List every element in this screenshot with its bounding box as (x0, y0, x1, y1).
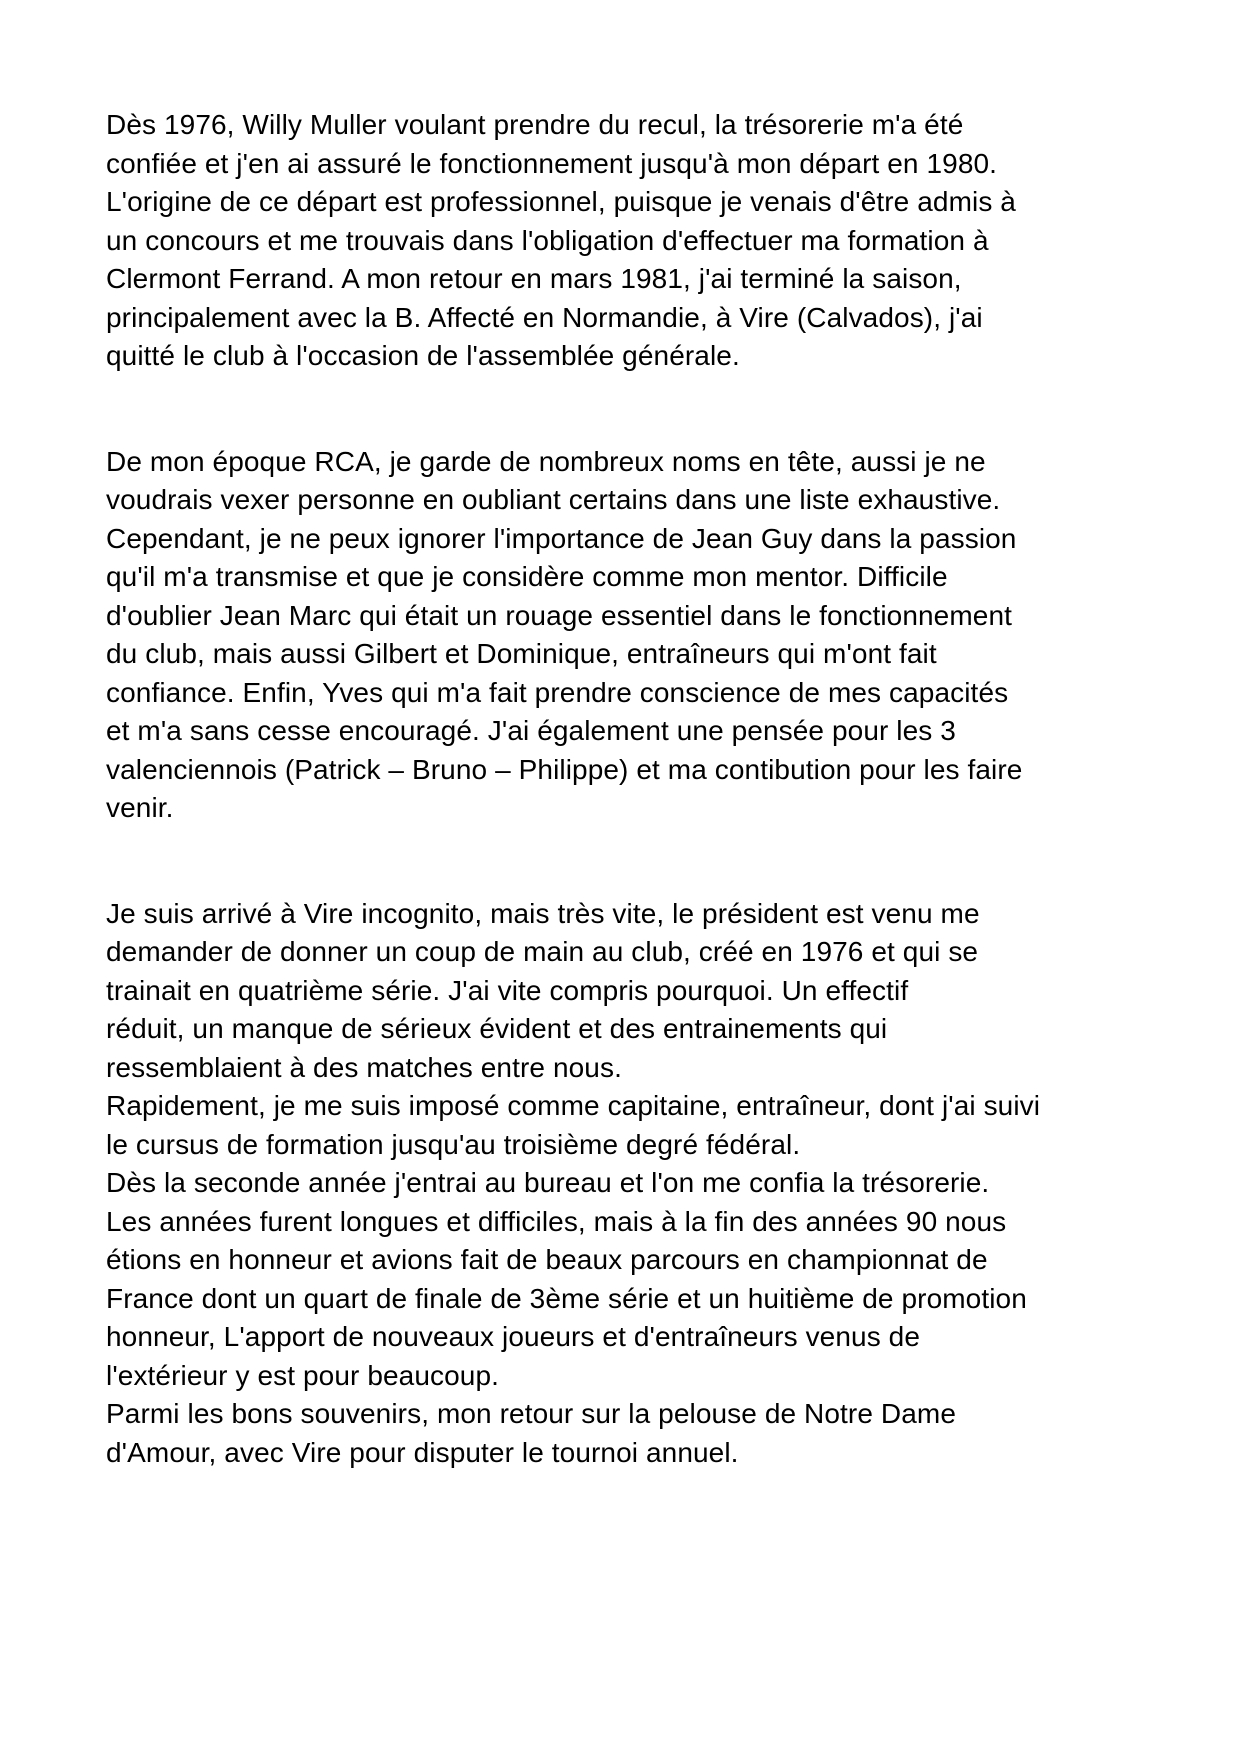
text-line: L'origine de ce départ est professionnel, puisque je venais d'être admis à (106, 186, 1016, 217)
text-line: Dès la seconde année j'entrai au bureau et l'on me confia la trésorerie. (106, 1167, 990, 1198)
text-line: Clermont Ferrand. A mon retour en mars 1981, j'ai terminé la saison, (106, 263, 962, 294)
text-line: Rapidement, je me suis imposé comme capitaine, entraîneur, dont j'ai suivi (106, 1090, 1041, 1121)
text-line: valenciennois (Patrick – Bruno – Philippe) et ma contibution pour les faire (106, 753, 1023, 785)
text-line: honneur, L'apport de nouveaux joueurs et d'entraîneurs venus de (106, 1321, 921, 1352)
text-line: venir. (106, 792, 174, 823)
text-line: confiée et j'en ai assuré le fonctionnement jusqu'à mon départ en 1980. (106, 147, 998, 179)
text-line: et m'a sans cesse encouragé. J'ai également une pensée pour les 3 (106, 715, 956, 746)
text-line: le cursus de formation jusqu'au troisième degré fédéral. (106, 1128, 801, 1160)
paragraph-1 (106, 106, 1150, 376)
text-line: Parmi les bons souvenirs, mon retour sur la pelouse de Notre Dame (106, 1398, 956, 1429)
text-line: Les années furent longues et difficiles, mais à la fin des années 90 nous (106, 1205, 1007, 1237)
text-line: qu'il m'a transmise et que je considère comme mon mentor. Difficile (106, 561, 948, 592)
text-line: demander de donner un coup de main au club, créé en 1976 et qui se (106, 936, 979, 967)
paragraph-3 (106, 895, 1150, 1473)
text-line: Dès 1976, Willy Muller voulant prendre du recul, la trésorerie m'a été (106, 109, 964, 140)
text-line: quitté le club à l'occasion de l'assemblée générale. (106, 340, 740, 371)
text-line: confiance. Enfin, Yves qui m'a fait prendre conscience de mes capacités (106, 676, 1009, 708)
text-line: De mon époque RCA, je garde de nombreux noms en tête, aussi je ne (106, 445, 986, 477)
text-line: réduit, un manque de sérieux évident et des entrainements qui (106, 1013, 888, 1044)
text-line: du club, mais aussi Gilbert et Dominique, entraîneurs qui m'ont fait (106, 638, 937, 669)
text-line: Je suis arrivé à Vire incognito, mais très vite, le président est venu me (106, 897, 980, 929)
paragraph-2 (106, 443, 1150, 828)
text-line: Cependant, je ne peux ignorer l'importance de Jean Guy dans la passion (106, 522, 1017, 554)
text-line: étions en honneur et avions fait de beaux parcours en championnat de (106, 1244, 988, 1275)
text-line: trainait en quatrième série. J'ai vite compris pourquoi. Un effectif (106, 974, 909, 1006)
text-line: principalement avec la B. Affecté en Normandie, à Vire (Calvados), j'ai (106, 301, 983, 333)
text-line: d'oublier Jean Marc qui était un rouage essentiel dans le fonctionnement (106, 599, 1013, 631)
text-line: l'extérieur y est pour beaucoup. (106, 1359, 499, 1391)
text-line: ressemblaient à des matches entre nous. (106, 1051, 622, 1083)
text-line: d'Amour, avec Vire pour disputer le tournoi annuel. (106, 1436, 739, 1468)
text-line: voudrais vexer personne en oubliant certains dans une liste exhaustive. (106, 484, 1001, 515)
text-line: France dont un quart de finale de 3ème série et un huitième de promotion (106, 1282, 1027, 1314)
text-line: un concours et me trouvais dans l'obligation d'effectuer ma formation à (106, 224, 989, 256)
